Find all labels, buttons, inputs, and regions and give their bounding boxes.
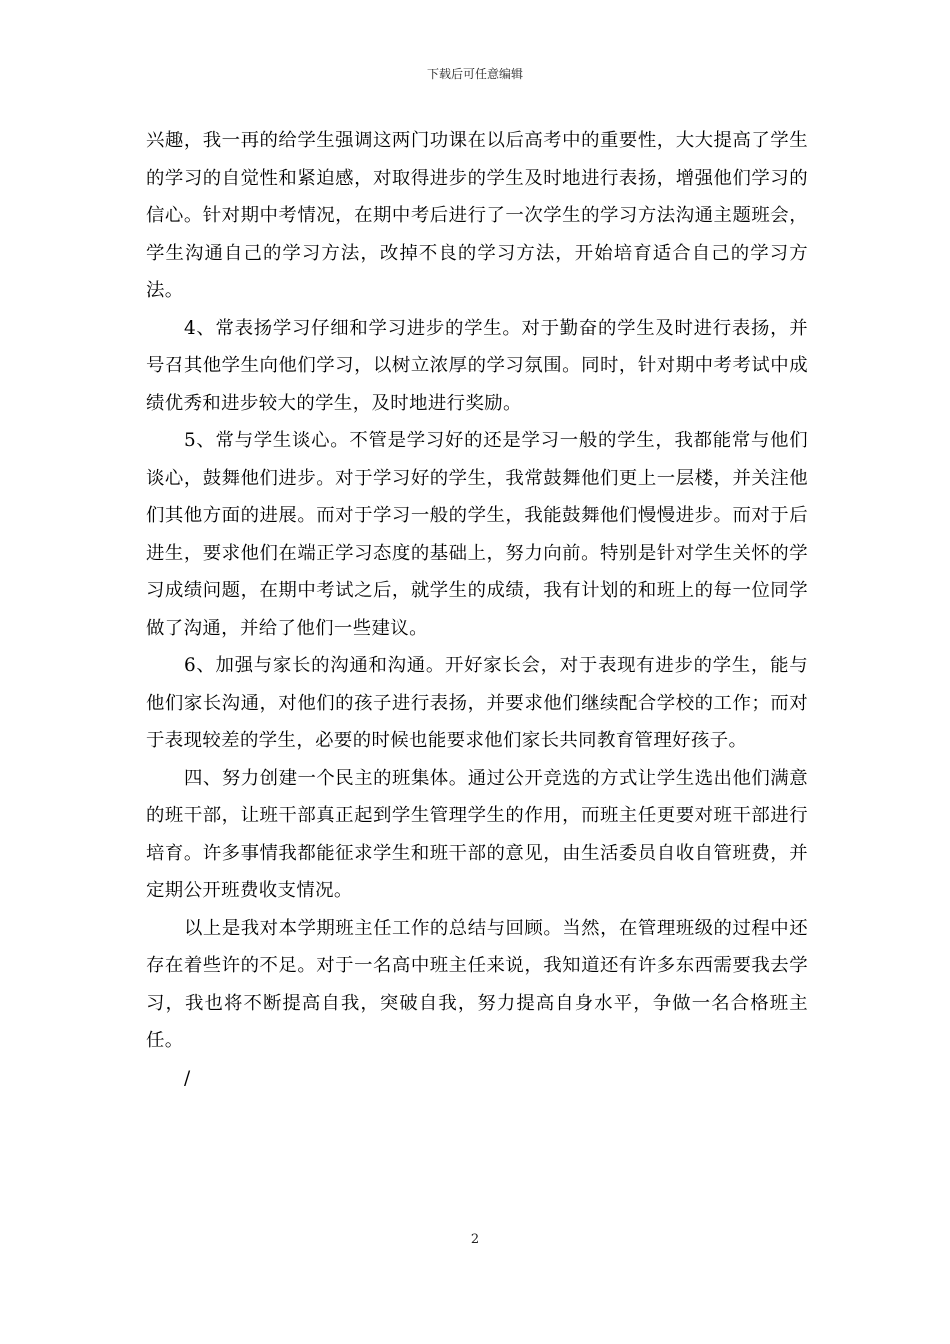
page-number: 2 (470, 1232, 480, 1247)
header-note: 下载后可任意编辑 (426, 67, 523, 81)
paragraph-item-6: 6、加强与家长的沟通和沟通。开好家长会，对于表现有进步的学生，能与他们家长沟通，对他们的孩子进行表扬，并要求他们继续配合学校的工作；而对于表现较差的学生，必要的时候也能要求他们家长共同教育管理好孩子。 (146, 655, 808, 751)
trailing-mark: / (184, 1067, 191, 1089)
paragraph-continuation: 兴趣，我一再的给学生强调这两门功课在以后高考中的重要性，大大提高了学生的学习的自觉性和紧迫感，对取得进步的学生及时地进行表扬，增强他们学习的信心。针对期中考情况，在期中考后进行了一次学生的学习方法沟通主题班会，学生沟通自己的学习方法，改掉不良的学习方法，开始培育适合自己的学习方法。 (146, 130, 808, 301)
body-text (146, 122, 808, 1097)
paragraph-conclusion: 以上是我对本学期班主任工作的总结与回顾。当然，在管理班级的过程中还存在着些许的不足。对于一名高中班主任来说，我知道还有许多东西需要我去学习，我也将不断提高自我，突破自我，努力提高自身水平，争做一名合格班主任。 (146, 917, 808, 1051)
paragraph-item-4: 4、常表扬学习仔细和学习进步的学生。对于勤奋的学生及时进行表扬，并号召其他学生向他们学习，以树立浓厚的学习氛围。同时，针对期中考考试中成绩优秀和进步较大的学生，及时地进行奖励。 (146, 317, 808, 414)
paragraph-section-4: 四、努力创建一个民主的班集体。通过公开竞选的方式让学生选出他们满意的班干部，让班干部真正起到学生管理学生的作用，而班主任更要对班干部进行培育。许多事情我都能征求学生和班干部的意见，由生活委员自收自管班费，并定期公开班费收支情况。 (146, 767, 808, 901)
paragraph-item-5: 5、常与学生谈心。不管是学习好的还是学习一般的学生，我都能常与他们谈心，鼓舞他们进步。对于学习好的学生，我常鼓舞他们更上一层楼，并关注他们其他方面的进展。而对于学习一般的学生，我能鼓舞他们慢慢进步。而对于后进生，要求他们在端正学习态度的基础上，努力向前。特别是针对学生关怀的学习成绩问题，在期中考试之后，就学生的成绩，我有计划的和班上的每一位同学做了沟通，并给了他们一些建议。 (146, 430, 808, 639)
